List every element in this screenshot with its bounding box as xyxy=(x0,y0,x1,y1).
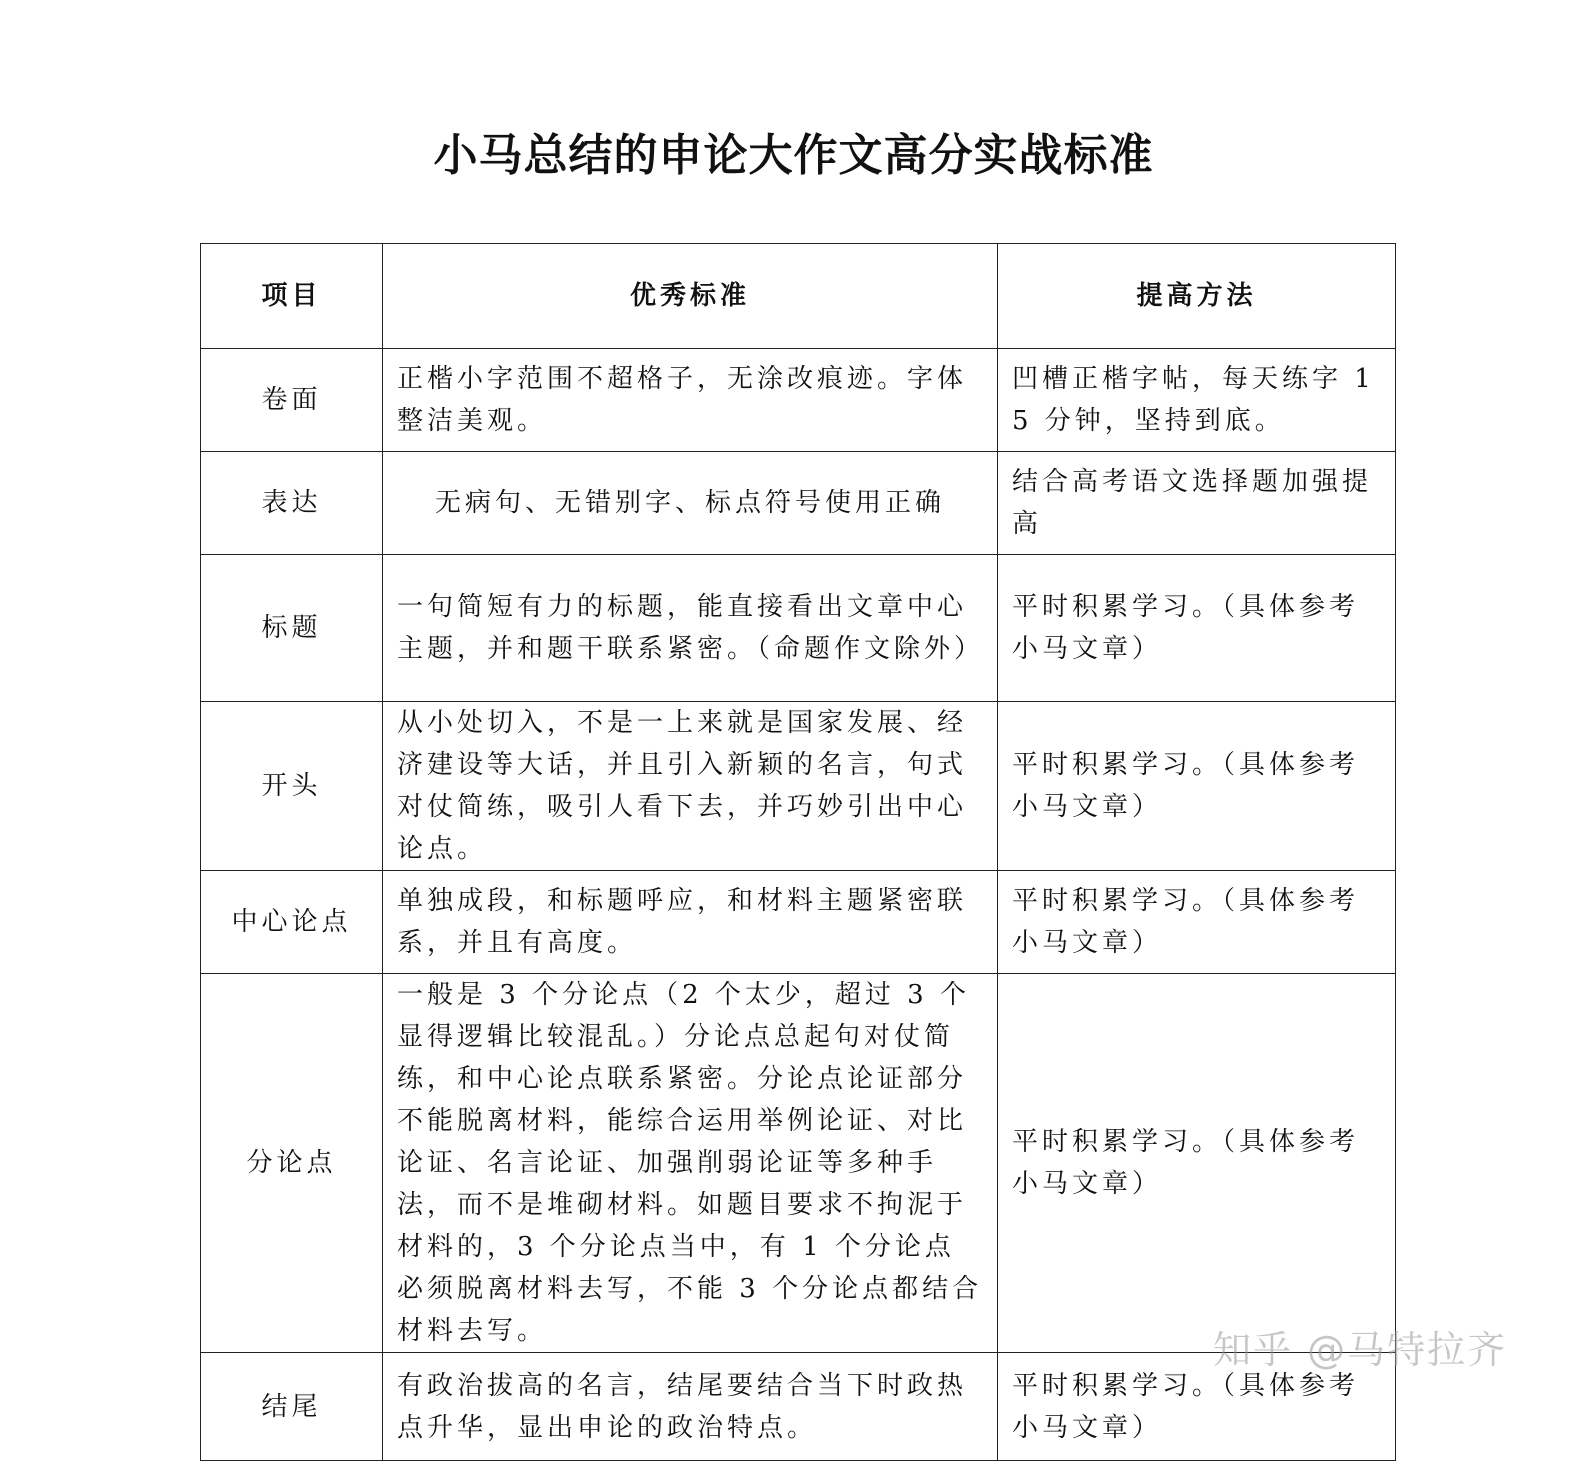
table-row xyxy=(201,974,1396,1353)
header-standard: 优秀标准 xyxy=(383,244,998,349)
row-item: 标题 xyxy=(201,555,383,702)
row-method: 结合高考语文选择题加强提高 xyxy=(998,452,1396,555)
table-row xyxy=(201,871,1396,974)
row-method: 平时积累学习。（具体参考小马文章） xyxy=(998,555,1396,702)
watermark: 知乎 @马特拉齐 xyxy=(1213,1328,1508,1372)
standards-table xyxy=(200,243,1396,1461)
table-row xyxy=(201,349,1396,452)
table-row xyxy=(201,452,1396,555)
row-standard: 无病句、无错别字、标点符号使用正确 xyxy=(383,452,998,555)
row-item: 分论点 xyxy=(201,974,383,1353)
row-standard: 正楷小字范围不超格子，无涂改痕迹。字体整洁美观。 xyxy=(383,349,998,452)
header-item: 项目 xyxy=(201,244,383,349)
row-method: 平时积累学习。（具体参考小马文章） xyxy=(998,871,1396,974)
row-item: 中心论点 xyxy=(201,871,383,974)
row-standard: 从小处切入，不是一上来就是国家发展、经济建设等大话，并且引入新颖的名言，句式对仗简练，吸引人看下去，并巧妙引出中心论点。 xyxy=(383,702,998,871)
row-item: 表达 xyxy=(201,452,383,555)
table-row xyxy=(201,702,1396,871)
row-item: 卷面 xyxy=(201,349,383,452)
row-method: 平时积累学习。（具体参考小马文章） xyxy=(998,974,1396,1353)
table-header-row xyxy=(201,244,1396,349)
row-standard: 一句简短有力的标题，能直接看出文章中心主题，并和题干联系紧密。（命题作文除外） xyxy=(383,555,998,702)
row-method: 凹槽正楷字帖，每天练字 15 分钟，坚持到底。 xyxy=(998,349,1396,452)
row-standard: 有政治拔高的名言，结尾要结合当下时政热点升华，显出申论的政治特点。 xyxy=(383,1353,998,1461)
row-method: 平时积累学习。（具体参考小马文章） xyxy=(998,1353,1396,1461)
header-method: 提高方法 xyxy=(998,244,1396,349)
row-method: 平时积累学习。（具体参考小马文章） xyxy=(998,702,1396,871)
row-item: 结尾 xyxy=(201,1353,383,1461)
row-item: 开头 xyxy=(201,702,383,871)
row-standard: 单独成段，和标题呼应，和材料主题紧密联系，并且有高度。 xyxy=(383,871,998,974)
page-title: 小马总结的申论大作文高分实战标准 xyxy=(433,130,1154,181)
table-row xyxy=(201,555,1396,702)
row-standard: 一般是 3 个分论点（2 个太少，超过 3 个显得逻辑比较混乱。）分论点总起句对仗简练，和中心论点联系紧密。分论点论证部分不能脱离材料，能综合运用举例论证、对比论证、名言论证、加强削弱论证等多种手法，而不是堆砌材料。如题目要求不拘泥于材料的，3 个分论点当中，有 1 个分论点必须脱离材料去写，不能 3 个分论点都结合材料去写。 xyxy=(383,974,998,1353)
